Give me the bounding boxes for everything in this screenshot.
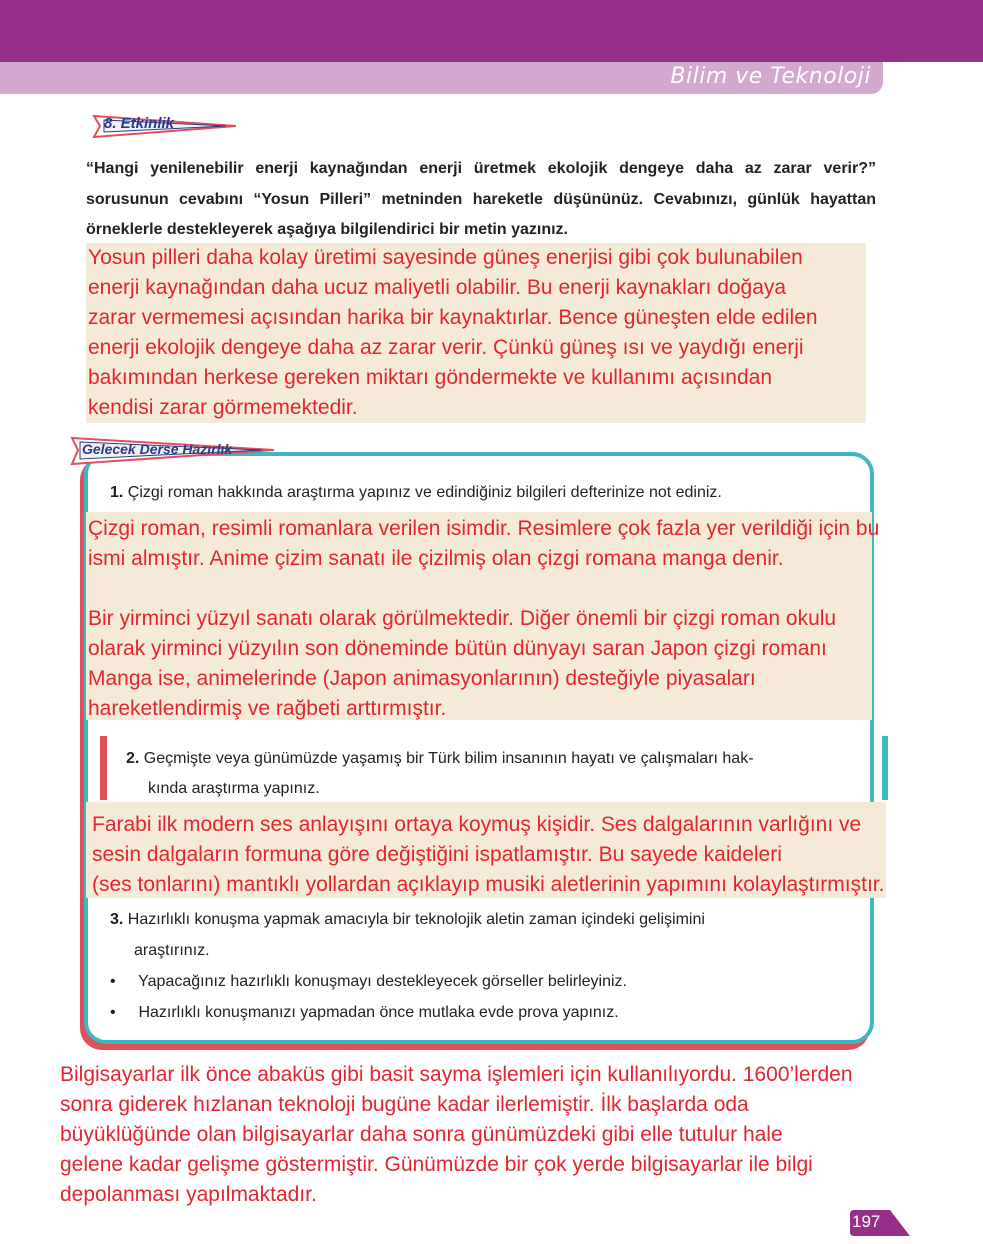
- page-number: 197: [852, 1212, 881, 1231]
- answer-line: (ses tonlarını) mantıklı yollardan açıklayıp musiki aletlerinin yapımını kolaylaştırmıştır.: [92, 873, 885, 896]
- answer-line: Bilgisayarlar ilk önce abaküs gibi basit sayma işlemleri için kullanılıyordu. 1600’lerden: [60, 1063, 853, 1086]
- bullet-text: Yapacağınız hazırlıklı konuşmayı destekleyecek görseller belirleyiniz.: [138, 973, 627, 990]
- item1-answer: [88, 514, 879, 724]
- answer-line: gelene kadar gelişme göstermiştir. Günümüzde bir çok yerde bilgisayarlar ile bilgi: [60, 1153, 813, 1176]
- answer-line: Bir yirminci yüzyıl sanatı olarak görülmektedir. Diğer önemli bir çizgi roman okulu: [88, 607, 837, 630]
- bullet-text: Hazırlıklı konuşmanızı yapmadan önce mutlaka evde prova yapınız.: [138, 1004, 619, 1021]
- answer-line: hareketlendirmiş ve rağbeti arttırmıştır.: [88, 697, 447, 720]
- item2-side-accent: [882, 736, 888, 800]
- answer-line: Farabi ilk modern ses anlayışını ortaya koymuş kişidir. Ses dalgalarının varlığını ve: [92, 813, 862, 836]
- item-number: 1.: [110, 484, 124, 501]
- item3-answer: [60, 1060, 853, 1210]
- activity-question: “Hangi yenilenebilir enerji kaynağından enerji üretmek ekolojik dengeye daha az zarar verir?” sorusunun cevabını “Yosun Pilleri” metninden hareketle düşününüz. Cevabınızı, günlük hayattan örneklerle destekleyerek aşağıya bilgilendirici bir metin yazınız.: [86, 160, 876, 238]
- answer-line: [88, 574, 879, 604]
- prep-label: Gelecek Derse Hazırlık: [82, 441, 233, 457]
- item-text: Çizgi roman hakkında araştırma yapınız ve edindiğiniz bilgileri defterinize not ediniz.: [127, 484, 722, 501]
- bullet-symbol: •: [110, 973, 116, 990]
- answer-line: depolanması yapılmaktadır.: [60, 1183, 317, 1206]
- answer-line: Manga ise, animelerinde (Japon animasyonlarının) desteğiyle piyasaları: [88, 667, 756, 690]
- answer-line: büyüklüğünde olan bilgisayarlar daha sonra günümüzdeki gibi elle tutulur hale: [60, 1123, 783, 1146]
- answer-line: olarak yirminci yüzyılın son döneminde bütün dünyayı saran Japon çizgi romanı: [88, 637, 827, 660]
- answer-line: enerji ekolojik dengeye daha az zarar verir. Çünkü güneş ısı ve yaydığı enerji: [88, 336, 804, 359]
- prep-item-3: [110, 904, 860, 1028]
- answer-line: kendisi zarar görmemektedir.: [88, 396, 358, 419]
- prep-item-2: [126, 744, 866, 804]
- bullet-item: [110, 997, 860, 1028]
- item-number: 3.: [110, 911, 124, 928]
- item2-answer: [92, 810, 884, 900]
- item-text: Hazırlıklı konuşma yapmak amacıyla bir teknolojik aletin zaman içindeki gelişimini: [127, 911, 705, 928]
- item-text-cont: araştırınız.: [134, 942, 210, 959]
- prep-item-1: [110, 484, 860, 502]
- header-bar: [0, 0, 983, 62]
- answer-line: ismi almıştır. Anime çizim sanatı ile çizilmiş olan çizgi romana manga denir.: [88, 547, 784, 570]
- activity-ribbon: [86, 110, 236, 140]
- answer-line: sonra giderek hızlanan teknoloji bugüne kadar ilerlemiştir. İlk başlarda oda: [60, 1093, 749, 1116]
- answer-line: Yosun pilleri daha kolay üretimi sayesinde güneş enerjisi gibi çok bulunabilen: [88, 246, 803, 269]
- prep-ribbon: [66, 434, 276, 464]
- section-title: Bilim ve Teknoloji: [670, 64, 871, 89]
- item-number: 2.: [126, 750, 140, 767]
- answer-line: sesin dalgaların formuna göre değiştiğini ispatlamıştır. Bu sayede kaideleri: [92, 843, 782, 866]
- answer-line: bakımından herkese gereken miktarı göndermekte ve kullanımı açısından: [88, 366, 773, 389]
- section-bar: [0, 62, 883, 94]
- answer-line: zarar vermemesi açısından harika bir kaynaktırlar. Bence güneşten elde edilen: [88, 306, 818, 329]
- bullet-symbol: •: [110, 1004, 116, 1021]
- item-text: Geçmişte veya günümüzde yaşamış bir Türk bilim insanının hayatı ve çalışmaları hak-: [143, 750, 754, 767]
- activity-answer: [88, 243, 818, 423]
- answer-line: enerji kaynağından daha ucuz maliyetli olabilir. Bu enerji kaynakları doğaya: [88, 276, 787, 299]
- bullet-item: [110, 966, 860, 997]
- item-text-cont: kında araştırma yapınız.: [148, 780, 320, 797]
- item2-accent: [100, 736, 107, 800]
- activity-label: 8. Etkinlik: [104, 115, 175, 132]
- answer-line: Çizgi roman, resimli romanlara verilen isimdir. Resimlere çok fazla yer verildiği için bu: [88, 517, 880, 540]
